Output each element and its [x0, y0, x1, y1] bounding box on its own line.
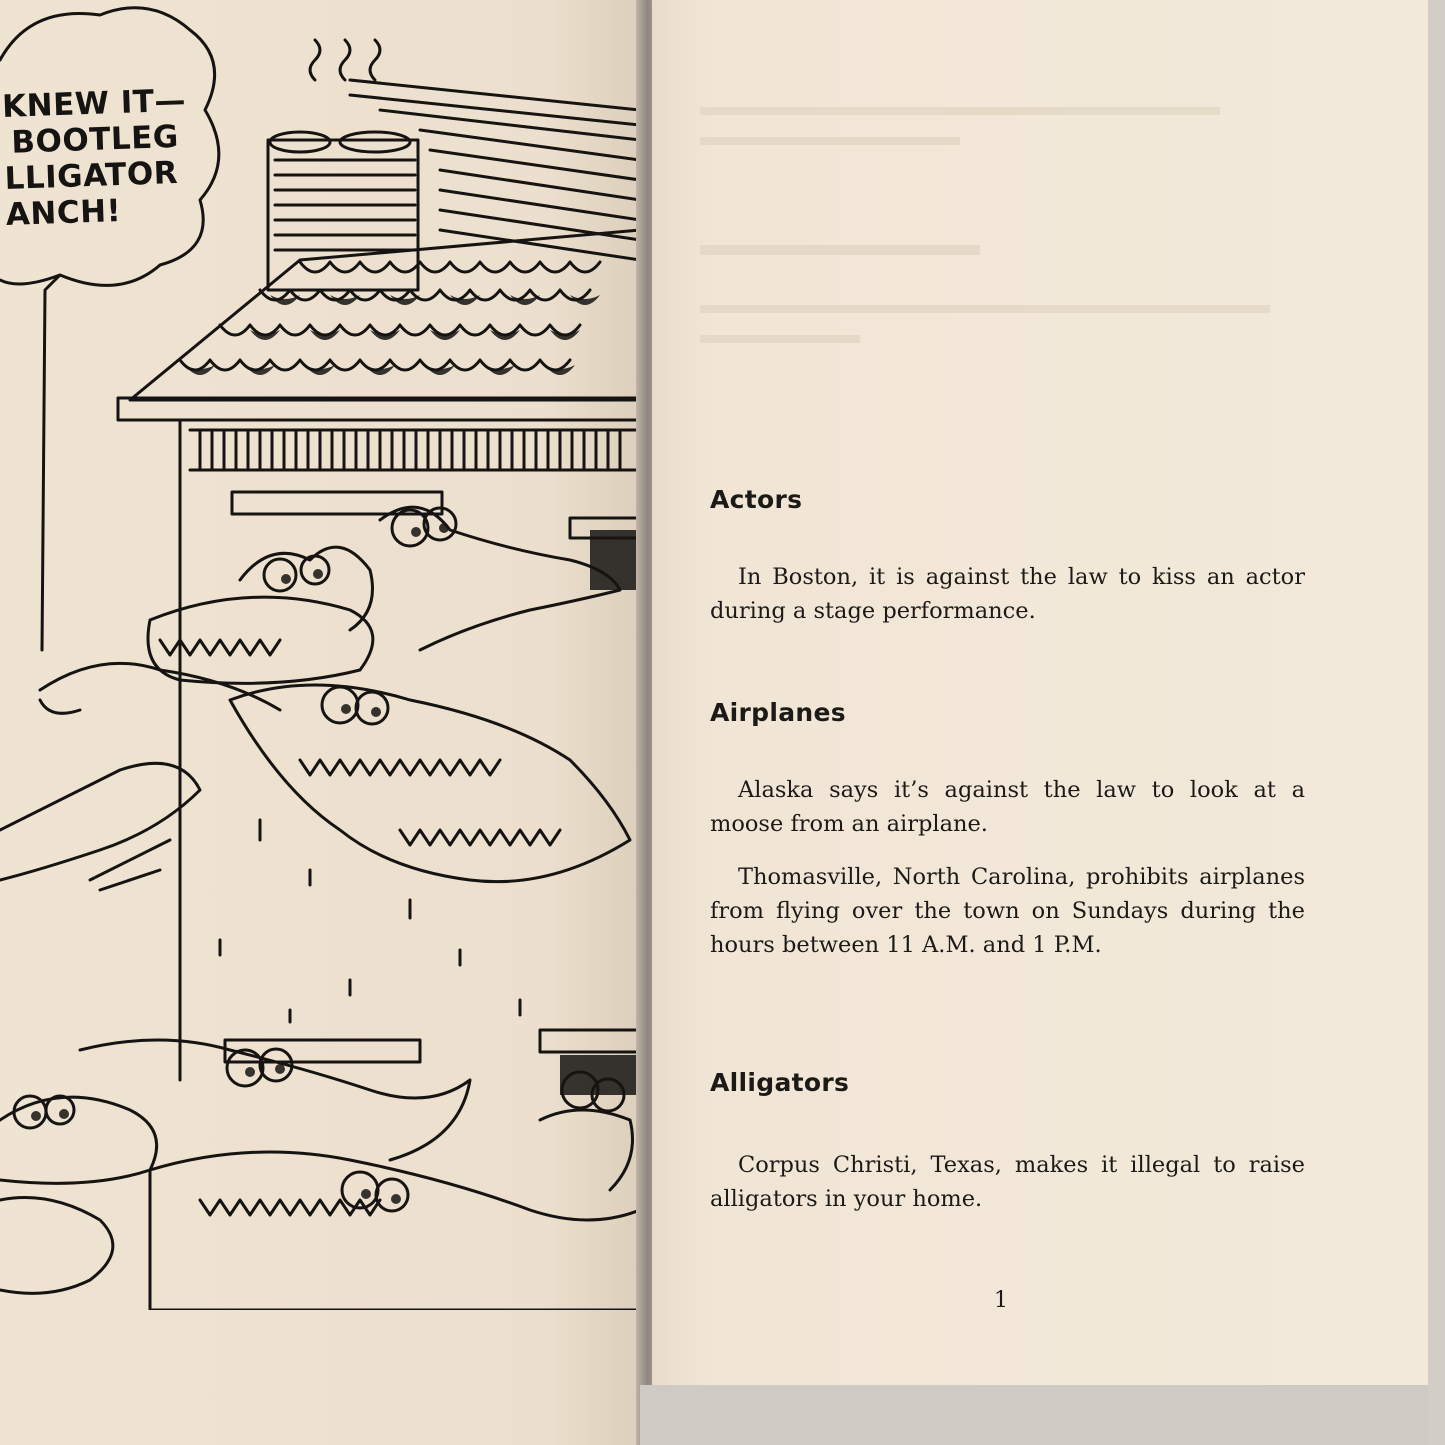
right-page [652, 0, 1428, 1385]
background-surface [640, 1385, 1445, 1445]
bleed-through [700, 95, 1290, 343]
entry-heading-alligators: Alligators [710, 1068, 850, 1097]
entry-heading-airplanes: Airplanes [710, 698, 846, 727]
entry-paragraph: In Boston, it is against the law to kiss an actor during a stage performance. [710, 564, 1305, 624]
background-edge [1428, 0, 1445, 1445]
bubble-line: KNEW IT— [1, 82, 187, 126]
entry-paragraph: Thomasville, North Carolina, prohibits airplanes from flying over the town on Sundays during the hours between 11 A.M. and 1 P.M. [710, 864, 1305, 958]
entry-paragraph: Alaska says it’s against the law to look at a moose from an airplane. [710, 777, 1305, 837]
bubble-line: BOOTLEG [10, 118, 180, 161]
bubble-line: ANCH! [5, 192, 122, 233]
entry-paragraph: Corpus Christi, Texas, makes it illegal to raise alligators in your home. [710, 1152, 1305, 1212]
entry-heading-actors: Actors [710, 485, 803, 514]
left-page [0, 0, 640, 1445]
speech-bubble-text [2, 81, 237, 233]
entry-text [710, 1148, 1305, 1216]
page-number: 1 [994, 1288, 1008, 1313]
entry-text [710, 560, 1305, 628]
bubble-line: LLIGATOR [4, 154, 179, 197]
entry-text [710, 860, 1305, 962]
entry-text [710, 773, 1305, 841]
